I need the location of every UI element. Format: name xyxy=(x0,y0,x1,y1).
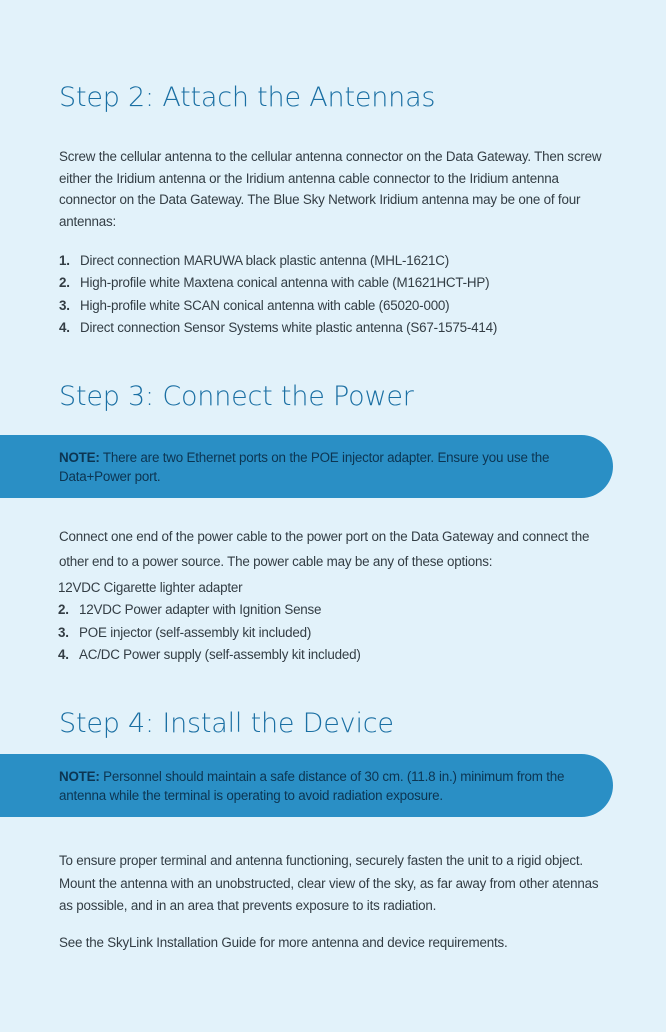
list-item-text: 12VDC Power adapter with Ignition Sense xyxy=(79,602,322,618)
step-4-note xyxy=(59,767,579,805)
list-item-text: High-profile white Maxtena conical antenna with cable (M1621HCT-HP) xyxy=(80,275,490,291)
list-item xyxy=(58,577,638,599)
list-item-number: 1. xyxy=(59,253,70,268)
list-item-number: 2. xyxy=(59,275,70,291)
note-text: There are two Ethernet ports on the POE injector adapter. Ensure you use the Data+Power port. xyxy=(59,450,550,484)
list-item xyxy=(58,644,638,666)
list-item-text: 12VDC Cigarette lighter adapter xyxy=(58,580,243,595)
step-4-note-banner xyxy=(0,754,613,817)
list-item xyxy=(59,317,639,339)
list-item xyxy=(59,250,639,272)
list-item-number: 3. xyxy=(58,624,69,640)
note-text: Personnel should maintain a safe distance of 30 cm. (11.8 in.) minimum from the antenna while the terminal is operating to avoid radiation exposure. xyxy=(59,769,565,803)
list-item-text: Direct connection MARUWA black plastic antenna (MHL-1621C) xyxy=(80,253,449,268)
step-2-antenna-list xyxy=(59,250,639,339)
list-item-text: AC/DC Power supply (self-assembly kit included) xyxy=(79,646,361,662)
step-2-paragraph: Screw the cellular antenna to the cellular antenna connector on the Data Gateway. Then screw either the Iridium antenna or the Iridium antenna cable connector to the Iridium antenna connector on the Data Gateway. The Blue Sky Network Iridium antenna may be one of four antennas: xyxy=(59,149,602,229)
note-label: NOTE: xyxy=(59,769,100,784)
list-item-number: 4. xyxy=(59,319,70,335)
step-2-title: Step 2: Attach the Antennas xyxy=(59,82,436,113)
list-item-number: 3. xyxy=(59,297,70,313)
step-3-paragraph: Connect one end of the power cable to the power port on the Data Gateway and connect the other end to a power source. The power cable may be any of these options: xyxy=(59,529,590,569)
step-3-note-banner xyxy=(0,435,613,498)
step-4-title: Step 4: Install the Device xyxy=(59,708,394,739)
list-item-text: POE injector (self-assembly kit included) xyxy=(79,624,312,640)
list-item-text: Direct connection Sensor Systems white plastic antenna (S67-1575-414) xyxy=(80,319,498,335)
step-3-title: Step 3: Connect the Power xyxy=(59,381,414,412)
list-item xyxy=(59,272,639,294)
step-4-paragraph: To ensure proper terminal and antenna functioning, securely fasten the unit to a rigid object. Mount the antenna with an unobstructed, clear view of the sky, as far away from other atennas as possible, and in an area that prevents exposure to its radiation. xyxy=(59,853,599,913)
step-3-note xyxy=(59,448,579,486)
list-item xyxy=(58,622,638,644)
list-item-number: 4. xyxy=(58,646,69,662)
note-label: NOTE: xyxy=(59,450,100,465)
list-item-number: 2. xyxy=(58,602,69,618)
list-item-text: High-profile white SCAN conical antenna with cable (65020-000) xyxy=(80,297,450,313)
list-item xyxy=(58,599,638,621)
list-item xyxy=(59,295,639,317)
step-3-power-options-list xyxy=(58,577,638,666)
step-4-guide-reference: See the SkyLink Installation Guide for more antenna and device requirements. xyxy=(59,935,508,950)
